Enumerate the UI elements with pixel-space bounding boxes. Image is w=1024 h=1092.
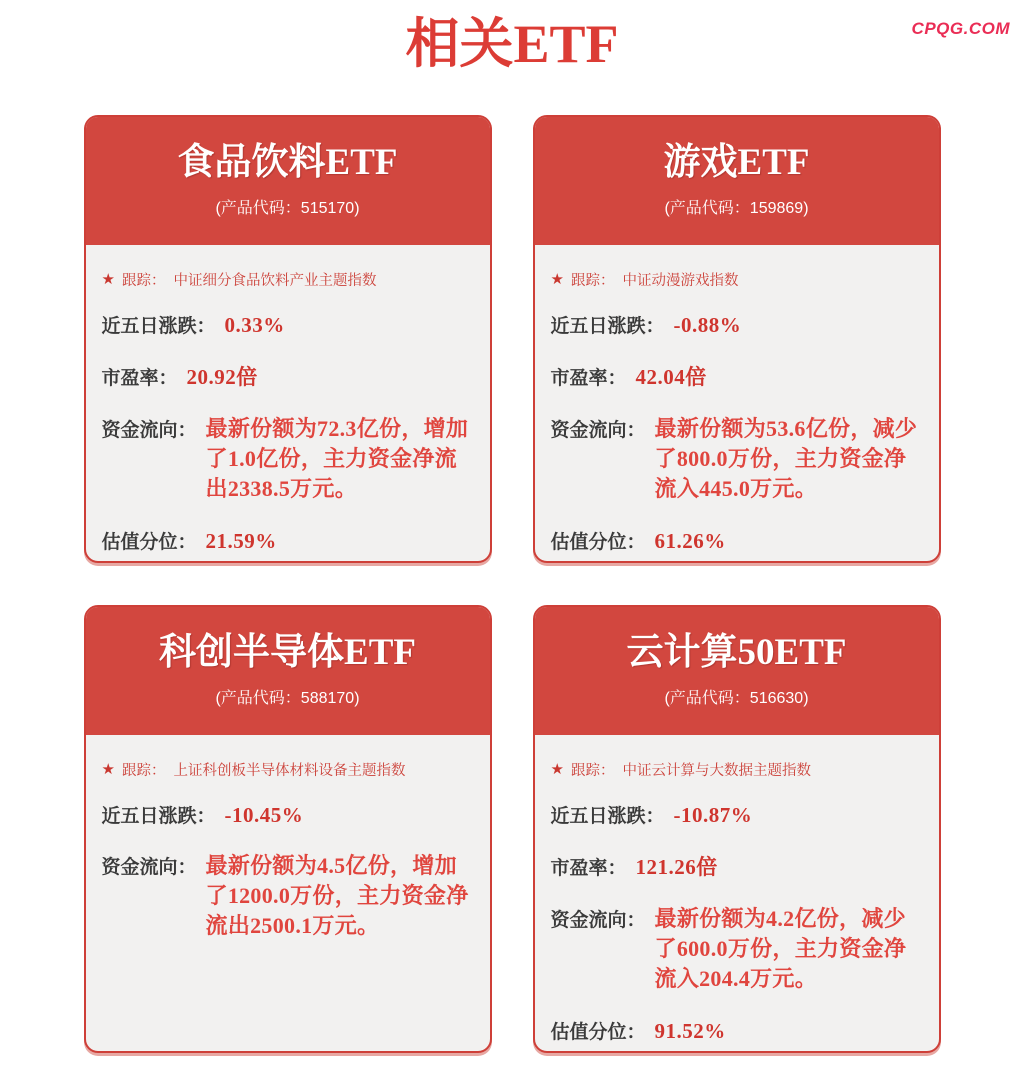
pe-ratio-value: 121.26倍 <box>635 854 718 879</box>
etf-name: 食品饮料ETF <box>177 142 398 184</box>
tracking-row <box>102 269 474 290</box>
fund-flow-label: 资金流向： <box>101 419 197 441</box>
pe-ratio-label: 市盈率： <box>550 857 627 879</box>
card-header <box>86 117 490 245</box>
tracking-index-value: 中证细分食品饮料产业主题指数 <box>173 272 377 289</box>
star-icon: ★ <box>101 761 115 779</box>
etf-product-code: (产品代码：515170) <box>215 200 360 218</box>
valuation-percentile-label: 估值分位： <box>101 531 197 553</box>
tracking-row <box>551 269 923 290</box>
tracking-label: 跟踪： <box>570 762 615 779</box>
card-body <box>535 735 939 1044</box>
valuation-percentile-row <box>551 1017 923 1044</box>
valuation-percentile-row <box>102 527 474 554</box>
pe-ratio-label: 市盈率： <box>550 367 627 389</box>
tracking-index-value: 中证云计算与大数据主题指数 <box>622 762 811 779</box>
five-day-change-value: -10.87% <box>673 802 753 827</box>
card-header <box>86 607 490 735</box>
five-day-change-row <box>551 311 923 338</box>
fund-flow-row <box>551 904 923 994</box>
etf-name: 云计算50ETF <box>626 632 847 674</box>
five-day-change-value: -10.45% <box>224 802 304 827</box>
fund-flow-value: 最新份额为53.6亿份，减少了800.0万份，主力资金净流入445.0万元。 <box>654 415 918 501</box>
tracking-label: 跟踪： <box>121 762 166 779</box>
pe-ratio-value: 20.92倍 <box>186 364 258 389</box>
card-body <box>86 245 490 554</box>
five-day-change-value: 0.33% <box>224 312 285 337</box>
card-header <box>535 607 939 735</box>
pe-ratio-value: 42.04倍 <box>635 364 707 389</box>
card-body <box>86 735 490 941</box>
etf-name: 游戏ETF <box>663 142 810 184</box>
fund-flow-value: 最新份额为4.2亿份，减少了600.0万份，主力资金净流入204.4万元。 <box>654 905 907 991</box>
fund-flow-label: 资金流向： <box>101 856 197 878</box>
tracking-row <box>102 759 474 780</box>
valuation-percentile-value: 91.52% <box>654 1018 726 1043</box>
tracking-row <box>551 759 923 780</box>
five-day-change-label: 近五日涨跌： <box>101 315 216 337</box>
card-body <box>535 245 939 554</box>
fund-flow-value: 最新份额为4.5亿份，增加了1200.0万份，主力资金净流出2500.1万元。 <box>205 852 469 938</box>
five-day-change-row <box>551 801 923 828</box>
five-day-change-row <box>102 801 474 828</box>
etf-card-star-semiconductor <box>84 605 492 1053</box>
five-day-change-label: 近五日涨跌： <box>550 315 665 337</box>
fund-flow-row <box>551 414 923 504</box>
pe-ratio-row <box>551 361 923 391</box>
valuation-percentile-label: 估值分位： <box>550 1021 646 1043</box>
five-day-change-row <box>102 311 474 338</box>
valuation-percentile-value: 21.59% <box>205 528 277 553</box>
etf-card-game <box>533 115 941 563</box>
pe-ratio-label: 市盈率： <box>101 367 178 389</box>
etf-card-grid <box>0 115 1024 1053</box>
valuation-percentile-label: 估值分位： <box>550 531 646 553</box>
star-icon: ★ <box>550 761 564 779</box>
tracking-label: 跟踪： <box>570 272 615 289</box>
star-icon: ★ <box>550 271 564 289</box>
tracking-index-value: 上证科创板半导体材料设备主题指数 <box>173 762 406 779</box>
pe-ratio-row <box>551 851 923 881</box>
five-day-change-label: 近五日涨跌： <box>550 805 665 827</box>
tracking-label: 跟踪： <box>121 272 166 289</box>
etf-product-code: (产品代码：159869) <box>664 200 809 218</box>
etf-product-code: (产品代码：516630) <box>664 690 809 708</box>
fund-flow-row <box>102 414 474 504</box>
etf-product-code: (产品代码：588170) <box>215 690 360 708</box>
fund-flow-label: 资金流向： <box>550 419 646 441</box>
five-day-change-label: 近五日涨跌： <box>101 805 216 827</box>
site-watermark: CPQG.COM <box>911 19 1010 38</box>
page-title: 相关ETF <box>405 14 619 74</box>
pe-ratio-row <box>102 361 474 391</box>
tracking-index-value: 中证动漫游戏指数 <box>622 272 739 289</box>
valuation-percentile-row <box>551 527 923 554</box>
etf-card-cloud-computing-50 <box>533 605 941 1053</box>
fund-flow-label: 资金流向： <box>550 909 646 931</box>
etf-name: 科创半导体ETF <box>159 632 416 674</box>
etf-card-food-beverage <box>84 115 492 563</box>
card-header <box>535 117 939 245</box>
fund-flow-value: 最新份额为72.3亿份，增加了1.0亿份，主力资金净流出2338.5万元。 <box>205 415 469 501</box>
star-icon: ★ <box>101 271 115 289</box>
fund-flow-row <box>102 851 474 941</box>
valuation-percentile-value: 61.26% <box>654 528 726 553</box>
five-day-change-value: -0.88% <box>673 312 742 337</box>
